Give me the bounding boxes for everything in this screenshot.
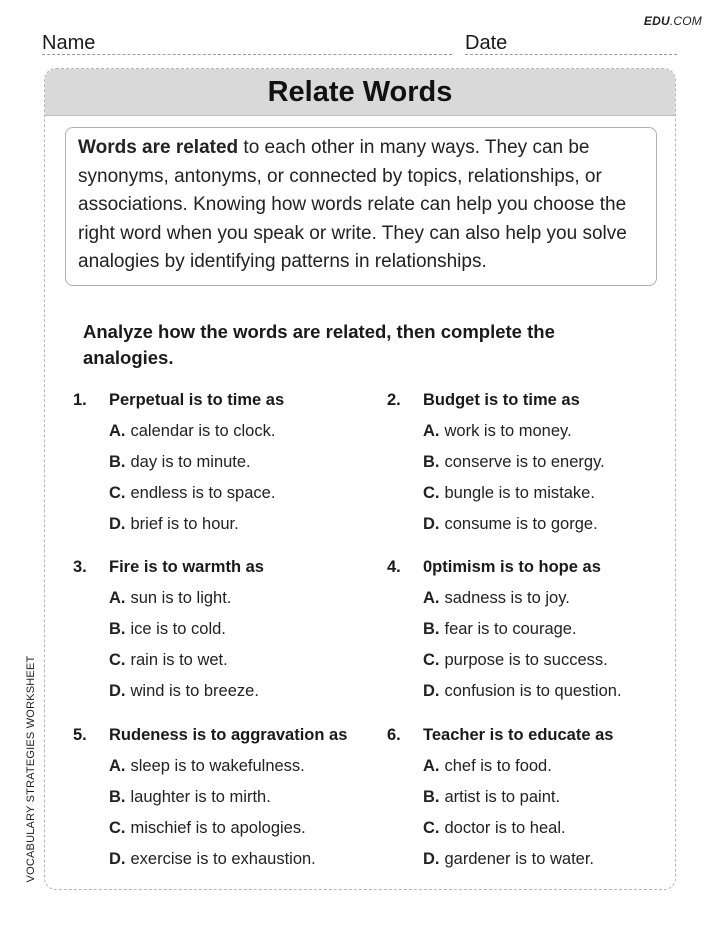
- question-number: 2.: [387, 391, 401, 409]
- question-prompt: Perpetual is to time as: [109, 391, 285, 409]
- option-d[interactable]: [109, 848, 373, 870]
- panel-header: [45, 69, 675, 116]
- option-text: endless is to space.: [130, 484, 276, 502]
- date-field[interactable]: [465, 32, 677, 55]
- option-c[interactable]: [423, 649, 676, 671]
- option-letter: A.: [109, 757, 126, 775]
- option-text: ice is to cold.: [130, 620, 226, 638]
- option-letter: D.: [423, 682, 440, 700]
- option-text: sadness is to joy.: [444, 589, 570, 607]
- option-text: doctor is to heal.: [444, 819, 566, 837]
- option-b[interactable]: [109, 451, 373, 473]
- option-text: bungle is to mistake.: [444, 484, 595, 502]
- option-text: artist is to paint.: [444, 788, 561, 806]
- option-b[interactable]: [423, 451, 676, 473]
- option-letter: A.: [109, 422, 126, 440]
- option-text: laughter is to mirth.: [130, 788, 271, 806]
- option-letter: C.: [423, 484, 440, 502]
- question-1: [73, 389, 373, 544]
- option-d[interactable]: [109, 680, 373, 702]
- option-b[interactable]: [423, 618, 676, 640]
- option-text: conserve is to energy.: [444, 453, 605, 471]
- intro-text: to each other in many ways. They can be synonyms, antonyms, or connected by topics, relationships, or associations. Knowing how words relate can help you choose the right word when you speak or write. They can also help you solve analogies by identifying patterns in relationships.: [78, 137, 627, 272]
- option-letter: B.: [109, 788, 126, 806]
- option-letter: A.: [423, 757, 440, 775]
- question-3: [73, 556, 373, 711]
- option-letter: A.: [423, 589, 440, 607]
- option-letter: B.: [109, 620, 126, 638]
- option-a[interactable]: [109, 420, 373, 442]
- option-text: sun is to light.: [130, 589, 232, 607]
- option-text: brief is to hour.: [130, 515, 239, 533]
- option-text: rain is to wet.: [130, 651, 228, 669]
- option-c[interactable]: [423, 817, 676, 839]
- option-c[interactable]: [423, 482, 676, 504]
- option-letter: D.: [109, 682, 126, 700]
- question-number: 4.: [387, 558, 401, 576]
- option-a[interactable]: [423, 587, 676, 609]
- option-text: sleep is to wakefulness.: [130, 757, 305, 775]
- option-letter: C.: [109, 819, 126, 837]
- option-letter: B.: [109, 453, 126, 471]
- option-c[interactable]: [109, 817, 373, 839]
- option-c[interactable]: [109, 482, 373, 504]
- question-number: 3.: [73, 558, 87, 576]
- option-text: fear is to courage.: [444, 620, 577, 638]
- intro-box: [65, 127, 657, 286]
- brand-suffix: .COM: [669, 14, 702, 28]
- option-letter: C.: [423, 819, 440, 837]
- option-letter: D.: [109, 515, 126, 533]
- option-b[interactable]: [109, 786, 373, 808]
- question-prompt: Teacher is to educate as: [423, 726, 614, 744]
- question-6: [387, 724, 676, 879]
- side-label: [24, 652, 38, 886]
- option-a[interactable]: [423, 420, 676, 442]
- instruction: Analyze how the words are related, then complete the analogies.: [83, 321, 555, 368]
- question-prompt: 0ptimism is to hope as: [423, 558, 601, 576]
- worksheet-panel: [44, 68, 676, 890]
- question-prompt: Budget is to time as: [423, 391, 580, 409]
- option-d[interactable]: [109, 513, 373, 535]
- brand-logo: [644, 14, 702, 28]
- option-a[interactable]: [109, 587, 373, 609]
- option-letter: D.: [109, 850, 126, 868]
- date-label: Date: [465, 32, 508, 54]
- option-text: confusion is to question.: [444, 682, 622, 700]
- option-a[interactable]: [109, 755, 373, 777]
- option-text: wind is to breeze.: [130, 682, 259, 700]
- question-2: [387, 389, 676, 544]
- option-letter: A.: [109, 589, 126, 607]
- option-letter: C.: [109, 651, 126, 669]
- option-text: purpose is to success.: [444, 651, 608, 669]
- page-title: Relate Words: [267, 75, 453, 108]
- option-text: gardener is to water.: [444, 850, 594, 868]
- option-letter: D.: [423, 850, 440, 868]
- name-field[interactable]: [42, 32, 452, 55]
- question-prompt: Fire is to warmth as: [109, 558, 264, 576]
- option-text: work is to money.: [444, 422, 572, 440]
- option-text: consume is to gorge.: [444, 515, 598, 533]
- option-letter: B.: [423, 453, 440, 471]
- question-number: 5.: [73, 726, 87, 744]
- option-text: calendar is to clock.: [130, 422, 276, 440]
- option-d[interactable]: [423, 848, 676, 870]
- intro-bold: Words are related: [78, 137, 239, 158]
- option-text: day is to minute.: [130, 453, 251, 471]
- side-label-text: VOCABULARY STRATEGIES WORKSHEET: [25, 655, 37, 883]
- question-number: 1.: [73, 391, 87, 409]
- option-text: mischief is to apologies.: [130, 819, 306, 837]
- option-letter: D.: [423, 515, 440, 533]
- option-letter: B.: [423, 620, 440, 638]
- option-c[interactable]: [109, 649, 373, 671]
- option-a[interactable]: [423, 755, 676, 777]
- option-d[interactable]: [423, 680, 676, 702]
- option-b[interactable]: [423, 786, 676, 808]
- option-letter: B.: [423, 788, 440, 806]
- option-letter: C.: [109, 484, 126, 502]
- question-5: [73, 724, 373, 879]
- option-letter: C.: [423, 651, 440, 669]
- option-d[interactable]: [423, 513, 676, 535]
- question-prompt: Rudeness is to aggravation as: [109, 726, 348, 744]
- option-letter: A.: [423, 422, 440, 440]
- question-4: [387, 556, 676, 711]
- question-number: 6.: [387, 726, 401, 744]
- brand-bold: EDU: [643, 14, 670, 28]
- option-text: exercise is to exhaustion.: [130, 850, 316, 868]
- option-text: chef is to food.: [444, 757, 552, 775]
- option-b[interactable]: [109, 618, 373, 640]
- name-label: Name: [42, 32, 96, 54]
